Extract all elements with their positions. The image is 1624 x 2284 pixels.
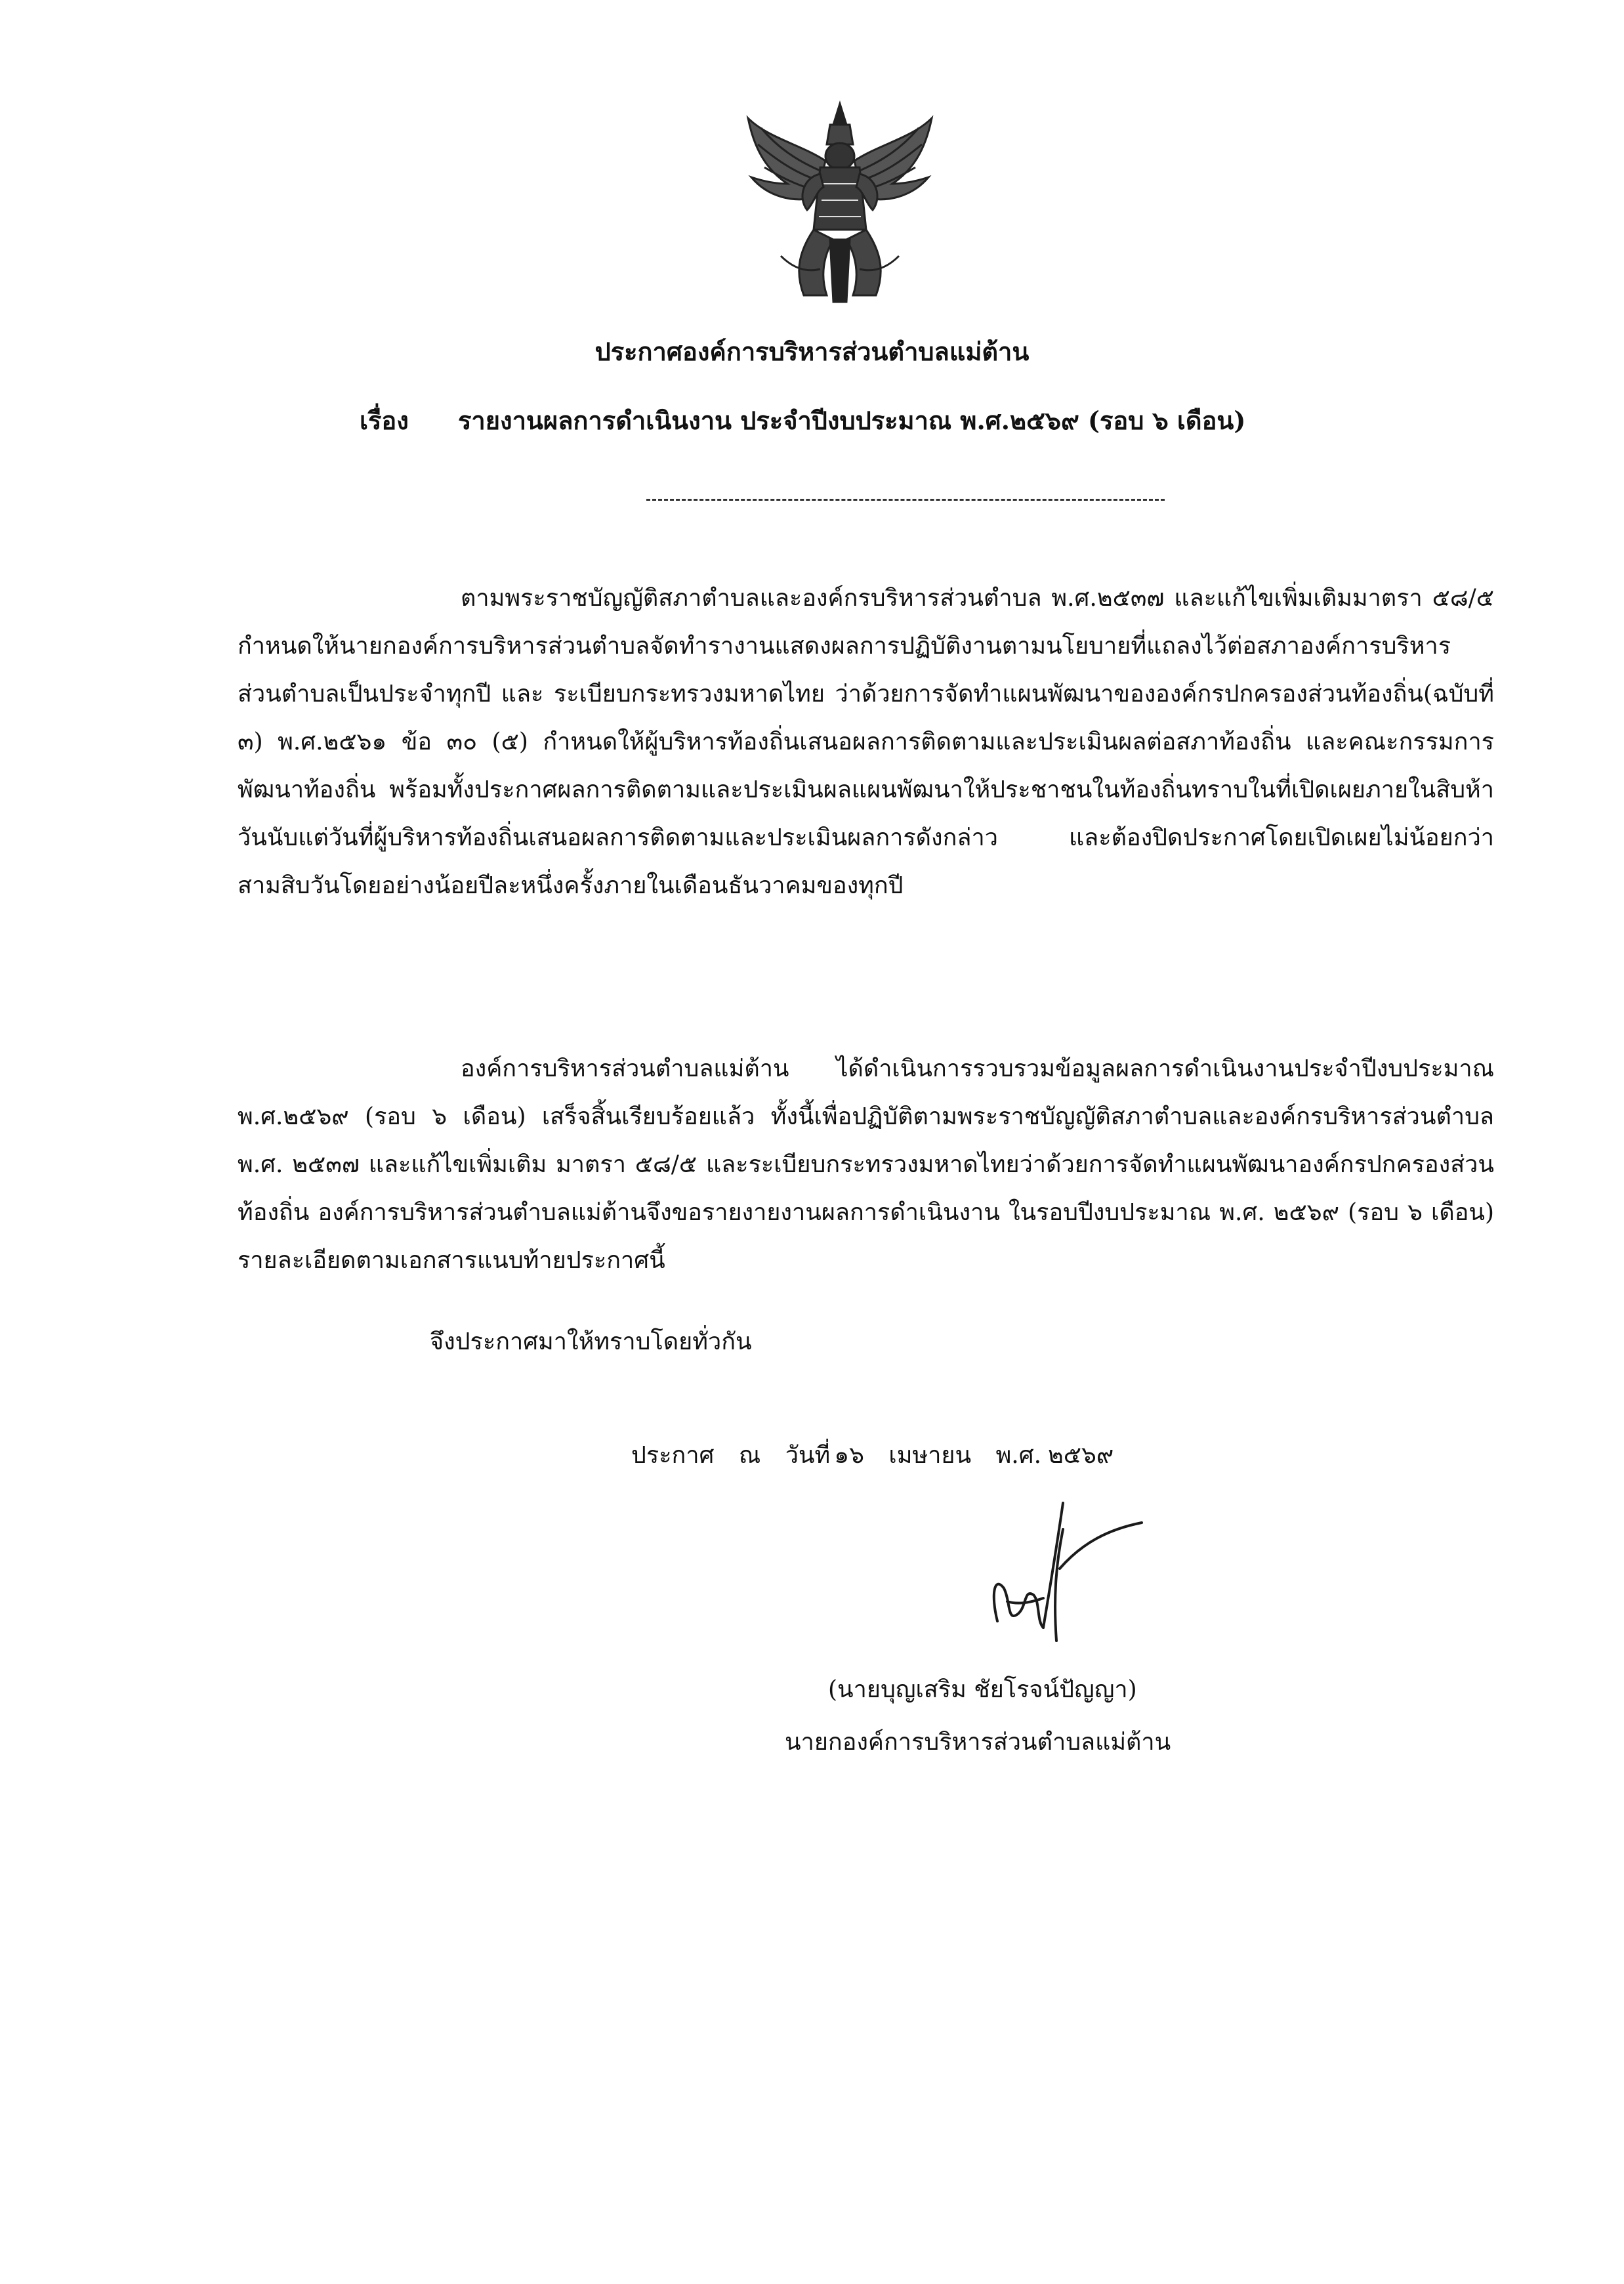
announce-word: ประกาศ xyxy=(631,1442,715,1469)
day-value: ๑๖ xyxy=(834,1442,864,1469)
document-title: ประกาศองค์การบริหารส่วนตำบลแม่ต้าน xyxy=(594,337,1030,366)
dateline xyxy=(631,1436,1131,1473)
body-paragraph-2 xyxy=(238,1045,1494,1284)
at-word: ณ xyxy=(738,1442,761,1469)
body-paragraph-1 xyxy=(238,574,1494,910)
paragraph-2-text: องค์การบริหารส่วนตำบลแม่ต้าน ได้ดำเนินการรวบรวมข้อมูลผลการดำเนินงานประจำปีงบประมาณ พ.ศ.๒๕๖๙ (รอบ ๖ เดือน) เสร็จสิ้นเรียบร้อยแล้ว ทั้งนี้เพื่อปฏิบัติตามพระราชบัญญัติสภาตำบลและองค์กรบริหารส่วนตำบล พ.ศ. ๒๕๓๗ และแก้ไขเพิ่มเติม มาตรา ๕๘/๕ และระเบียบกระทรวงมหาดไทยว่าด้วยการจัดทำแผนพัฒนาองค์กรปกครองส่วนท้องถิ่น องค์การบริหารส่วนตำบลแม่ต้านจึงขอรายงายงานผลการดำเนินงาน ในรอบปีงบประมาณ พ.ศ. ๒๕๖๙ (รอบ ๖ เดือน) รายละเอียดตามเอกสารแนบท้ายประกาศนี้ xyxy=(238,1055,1494,1274)
day-label: วันที่ xyxy=(785,1442,831,1469)
year-label: พ.ศ. xyxy=(995,1442,1042,1469)
garuda-emblem-icon xyxy=(741,98,938,308)
subject-text: รายงานผลการดำเนินงาน ประจำปีงบประมาณ พ.ศ.๒๕๖๙ (รอบ ๖ เดือน) xyxy=(458,406,1246,435)
handwritten-signature xyxy=(945,1490,1155,1674)
year-value: ๒๕๖๙ xyxy=(1048,1442,1114,1469)
closing-statement: จึงประกาศมาให้ทราบโดยทั่วกัน xyxy=(430,1328,752,1355)
signer-position: นายกองค์การบริหารส่วนตำบลแม่ต้าน xyxy=(785,1729,1171,1756)
subject-line xyxy=(360,400,1245,440)
signer-name: (นายบุญเสริม ชัยโรจน์ปัญญา) xyxy=(828,1676,1137,1703)
paragraph-1-text: ตามพระราชบัญญัติสภาตำบลและองค์กรบริหารส่วนตำบล พ.ศ.๒๕๓๗ และแก้ไขเพิ่มเติมมาตรา ๕๘/๕ กำหนดให้นายกองค์การบริหารส่วนตำบลจัดทำรางานแสดงผลการปฏิบัติงานตามนโยบายที่แถลงไว้ต่อสภาองค์การบริหารส่วนตำบลเป็นประจำทุกปี และ ระเบียบกระทรวงมหาดไทย ว่าด้วยการจัดทำแผนพัฒนาขององค์กรปกครองส่วนท้องถิ่น(ฉบับที่ ๓) พ.ศ.๒๕๖๑ ข้อ ๓๐ (๕) กำหนดให้ผู้บริหารท้องถิ่นเสนอผลการติดตามและประเมินผลต่อสภาท้องถิ่น และคณะกรรมการพัฒนาท้องถิ่น พร้อมทั้งประกาศผลการติดตามและประเมินผลแผนพัฒนาให้ประชาชนในท้องถิ่นทราบในที่เปิดเผยภายในสิบห้าวันนับแต่วันที่ผู้บริหารท้องถิ่นเสนอผลการติดตามและประเมินผลการดังกล่าว และต้องปิดประกาศโดยเปิดเผยไม่น้อยกว่าสามสิบวันโดยอย่างน้อยปีละหนึ่งครั้งภายในเดือนธันวาคมของทุกปี xyxy=(238,585,1494,899)
month-value: เมษายน xyxy=(888,1442,972,1469)
subject-label: เรื่อง xyxy=(360,406,409,435)
dashed-divider xyxy=(646,499,1165,501)
